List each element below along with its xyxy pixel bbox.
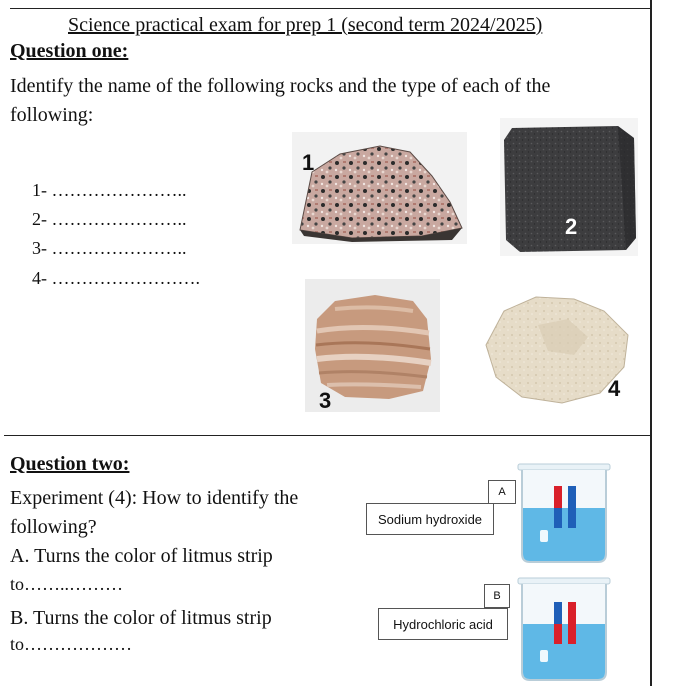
- page-title: Science practical exam for prep 1 (second term 2024/2025): [68, 14, 543, 36]
- answer-line-4: 4- …………………….: [32, 268, 200, 288]
- experiment-prompt: Experiment (4): How to identify the following?: [10, 487, 299, 538]
- answer-line-2: 2- …………………..: [32, 209, 187, 229]
- answer-line-1: 1- …………………..: [32, 180, 187, 200]
- beaker-b: [514, 576, 614, 682]
- page-border-right: [650, 0, 652, 686]
- item-a-text: A. Turns the color of litmus strip: [10, 545, 273, 567]
- question-two-heading: Question two:: [10, 453, 130, 475]
- item-b-blank: to………………: [10, 634, 133, 654]
- beaker-a-label: Sodium hydroxide: [366, 503, 494, 535]
- section-divider: [4, 435, 650, 436]
- rock-2-number: 2: [565, 214, 578, 239]
- top-rule: [10, 8, 650, 9]
- beaker-b-letter: B: [484, 584, 510, 608]
- beaker-b-label: Hydrochloric acid: [378, 608, 508, 640]
- rock-3-number: 3: [319, 388, 332, 413]
- rock-1-number: 1: [302, 150, 315, 175]
- beaker-a: [514, 462, 614, 564]
- rock-1-image: [292, 132, 467, 244]
- question-one-heading: Question one:: [10, 40, 129, 62]
- rock-4-number: 4: [608, 376, 621, 401]
- item-b-text: B. Turns the color of litmus strip: [10, 607, 272, 629]
- question-one-instruction: Identify the name of the following rocks and the type of each of the following:: [10, 75, 551, 126]
- answer-line-3: 3- …………………..: [32, 238, 187, 258]
- item-a-blank: to……..………: [10, 574, 124, 594]
- beaker-a-letter: A: [488, 480, 516, 504]
